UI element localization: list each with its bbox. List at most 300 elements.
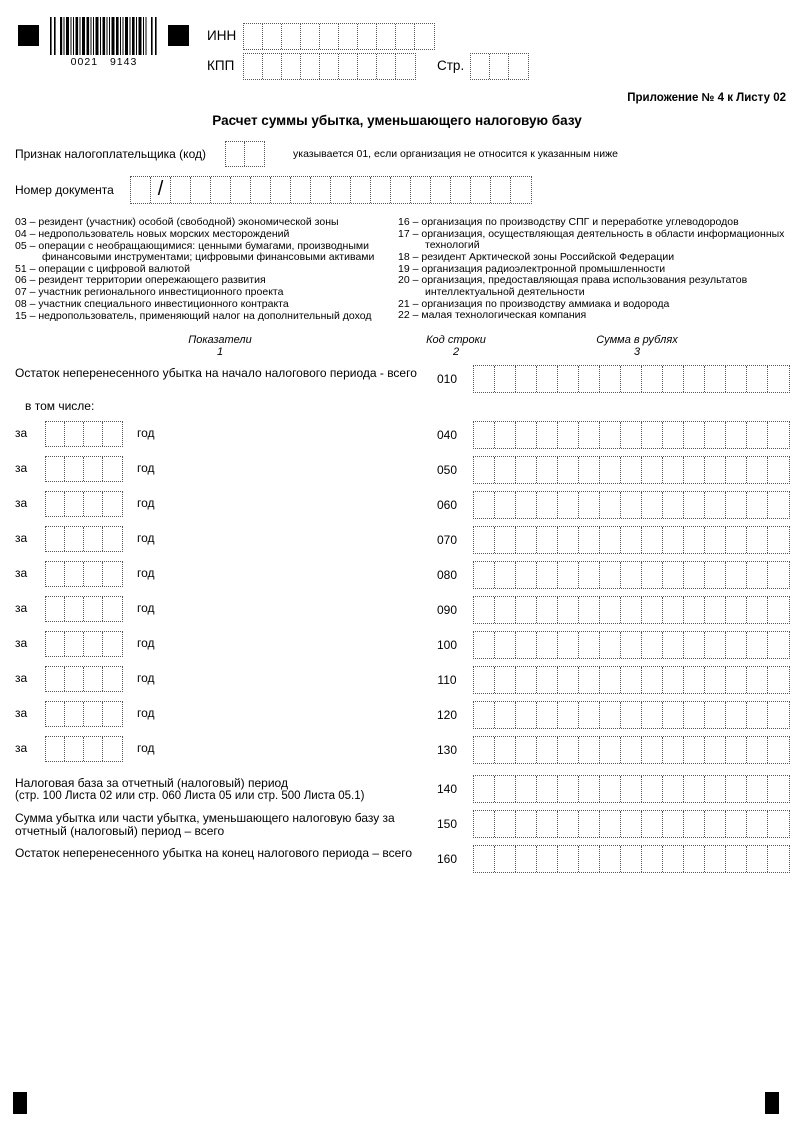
digit-cell[interactable]	[747, 492, 768, 518]
digit-cell[interactable]	[600, 776, 621, 802]
digit-cell[interactable]	[642, 776, 663, 802]
year-field[interactable]	[45, 421, 123, 447]
digit-cell[interactable]	[474, 811, 495, 837]
digit-cell[interactable]	[431, 177, 451, 203]
digit-cell[interactable]	[396, 54, 415, 79]
digit-cell[interactable]	[415, 24, 434, 49]
digit-cell[interactable]	[600, 422, 621, 448]
digit-cell[interactable]	[301, 24, 320, 49]
digit-cell[interactable]	[768, 846, 789, 872]
digit-cell[interactable]	[747, 527, 768, 553]
digit-cell[interactable]	[621, 527, 642, 553]
digit-cell[interactable]	[131, 177, 151, 203]
digit-cell[interactable]	[65, 562, 84, 586]
digit-cell[interactable]	[65, 597, 84, 621]
digit-cell[interactable]	[537, 597, 558, 623]
digit-cell[interactable]	[474, 846, 495, 872]
digit-cell[interactable]	[516, 527, 537, 553]
digit-cell[interactable]	[537, 457, 558, 483]
digit-cell[interactable]	[600, 597, 621, 623]
digit-cell[interactable]	[537, 737, 558, 763]
digit-cell[interactable]	[558, 737, 579, 763]
digit-cell[interactable]	[377, 54, 396, 79]
digit-cell[interactable]	[684, 562, 705, 588]
digit-cell[interactable]	[558, 457, 579, 483]
digit-cell[interactable]	[600, 667, 621, 693]
digit-cell[interactable]	[663, 776, 684, 802]
digit-cell[interactable]	[516, 776, 537, 802]
digit-cell[interactable]	[747, 846, 768, 872]
digit-cell[interactable]	[768, 597, 789, 623]
amount-field[interactable]	[473, 631, 790, 659]
digit-cell[interactable]	[747, 457, 768, 483]
digit-cell[interactable]	[396, 24, 415, 49]
digit-cell[interactable]	[339, 54, 358, 79]
digit-cell[interactable]	[291, 177, 311, 203]
digit-cell[interactable]	[621, 597, 642, 623]
digit-cell[interactable]	[171, 177, 191, 203]
digit-cell[interactable]	[451, 177, 471, 203]
digit-cell[interactable]	[516, 492, 537, 518]
digit-cell[interactable]	[642, 527, 663, 553]
digit-cell[interactable]	[705, 667, 726, 693]
digit-cell[interactable]	[621, 667, 642, 693]
digit-cell[interactable]	[211, 177, 231, 203]
digit-cell[interactable]	[663, 702, 684, 728]
digit-cell[interactable]	[537, 366, 558, 392]
digit-cell[interactable]	[358, 24, 377, 49]
digit-cell[interactable]	[65, 457, 84, 481]
digit-cell[interactable]	[768, 366, 789, 392]
digit-cell[interactable]	[579, 632, 600, 658]
digit-cell[interactable]	[684, 811, 705, 837]
digit-cell[interactable]	[103, 737, 122, 761]
digit-cell[interactable]	[516, 597, 537, 623]
digit-cell[interactable]	[621, 737, 642, 763]
digit-cell[interactable]	[537, 702, 558, 728]
digit-cell[interactable]	[46, 457, 65, 481]
digit-cell[interactable]	[474, 422, 495, 448]
digit-cell[interactable]	[768, 457, 789, 483]
digit-cell[interactable]	[705, 422, 726, 448]
digit-cell[interactable]	[558, 422, 579, 448]
digit-cell[interactable]	[747, 597, 768, 623]
digit-cell[interactable]	[684, 667, 705, 693]
digit-cell[interactable]	[65, 527, 84, 551]
digit-cell[interactable]	[244, 54, 263, 79]
page-number-field[interactable]	[470, 53, 529, 80]
digit-cell[interactable]	[726, 702, 747, 728]
digit-cell[interactable]	[663, 562, 684, 588]
digit-cell[interactable]	[84, 597, 103, 621]
digit-cell[interactable]	[46, 562, 65, 586]
digit-cell[interactable]	[579, 737, 600, 763]
digit-cell[interactable]	[642, 702, 663, 728]
digit-cell[interactable]	[103, 562, 122, 586]
digit-cell[interactable]	[537, 811, 558, 837]
digit-cell[interactable]	[558, 702, 579, 728]
digit-cell[interactable]	[726, 527, 747, 553]
digit-cell[interactable]	[642, 422, 663, 448]
digit-cell[interactable]	[537, 667, 558, 693]
digit-cell[interactable]	[579, 702, 600, 728]
digit-cell[interactable]	[311, 177, 331, 203]
digit-cell[interactable]	[579, 811, 600, 837]
digit-cell[interactable]	[231, 177, 251, 203]
digit-cell[interactable]	[474, 366, 495, 392]
digit-cell[interactable]	[103, 457, 122, 481]
digit-cell[interactable]	[474, 776, 495, 802]
digit-cell[interactable]	[516, 702, 537, 728]
digit-cell[interactable]	[705, 811, 726, 837]
digit-cell[interactable]	[768, 737, 789, 763]
digit-cell[interactable]	[474, 737, 495, 763]
digit-cell[interactable]	[579, 846, 600, 872]
digit-cell[interactable]	[495, 597, 516, 623]
digit-cell[interactable]	[46, 422, 65, 446]
digit-cell[interactable]	[84, 422, 103, 446]
digit-cell[interactable]	[663, 737, 684, 763]
digit-cell[interactable]	[684, 457, 705, 483]
digit-cell[interactable]	[537, 527, 558, 553]
digit-cell[interactable]	[495, 702, 516, 728]
digit-cell[interactable]	[726, 422, 747, 448]
digit-cell[interactable]	[537, 776, 558, 802]
digit-cell[interactable]	[621, 422, 642, 448]
digit-cell[interactable]	[642, 846, 663, 872]
amount-field[interactable]	[473, 736, 790, 764]
digit-cell[interactable]	[358, 54, 377, 79]
digit-cell[interactable]	[391, 177, 411, 203]
digit-cell[interactable]	[684, 597, 705, 623]
digit-cell[interactable]	[705, 597, 726, 623]
digit-cell[interactable]	[726, 846, 747, 872]
digit-cell[interactable]	[495, 492, 516, 518]
digit-cell[interactable]	[495, 776, 516, 802]
digit-cell[interactable]	[684, 492, 705, 518]
digit-cell[interactable]	[768, 527, 789, 553]
digit-cell[interactable]	[684, 366, 705, 392]
digit-cell[interactable]	[46, 527, 65, 551]
digit-cell[interactable]	[244, 24, 263, 49]
digit-cell[interactable]	[600, 632, 621, 658]
year-field[interactable]	[45, 456, 123, 482]
digit-cell[interactable]	[351, 177, 371, 203]
digit-cell[interactable]	[226, 142, 245, 166]
digit-cell[interactable]	[705, 632, 726, 658]
digit-cell[interactable]	[747, 422, 768, 448]
digit-cell[interactable]	[495, 366, 516, 392]
digit-cell[interactable]	[726, 492, 747, 518]
digit-cell[interactable]	[768, 702, 789, 728]
digit-cell[interactable]	[663, 492, 684, 518]
digit-cell[interactable]	[251, 177, 271, 203]
digit-cell[interactable]	[46, 632, 65, 656]
digit-cell[interactable]	[84, 527, 103, 551]
digit-cell[interactable]	[642, 811, 663, 837]
digit-cell[interactable]	[705, 846, 726, 872]
digit-cell[interactable]	[474, 457, 495, 483]
digit-cell[interactable]	[558, 846, 579, 872]
digit-cell[interactable]	[558, 667, 579, 693]
digit-cell[interactable]	[46, 702, 65, 726]
digit-cell[interactable]	[103, 527, 122, 551]
digit-cell[interactable]	[684, 632, 705, 658]
digit-cell[interactable]	[516, 457, 537, 483]
digit-cell[interactable]	[663, 527, 684, 553]
digit-cell[interactable]	[579, 562, 600, 588]
digit-cell[interactable]	[663, 811, 684, 837]
digit-cell[interactable]	[684, 776, 705, 802]
digit-cell[interactable]	[726, 776, 747, 802]
digit-cell[interactable]	[516, 422, 537, 448]
amount-field[interactable]	[473, 701, 790, 729]
digit-cell[interactable]	[726, 667, 747, 693]
amount-field[interactable]	[473, 526, 790, 554]
digit-cell[interactable]	[558, 366, 579, 392]
digit-cell[interactable]	[191, 177, 211, 203]
digit-cell[interactable]	[46, 737, 65, 761]
digit-cell[interactable]	[705, 562, 726, 588]
digit-cell[interactable]	[377, 24, 396, 49]
digit-cell[interactable]	[516, 667, 537, 693]
digit-cell[interactable]	[747, 667, 768, 693]
digit-cell[interactable]	[474, 562, 495, 588]
digit-cell[interactable]	[516, 846, 537, 872]
digit-cell[interactable]	[663, 846, 684, 872]
digit-cell[interactable]	[282, 54, 301, 79]
digit-cell[interactable]	[642, 667, 663, 693]
digit-cell[interactable]	[726, 366, 747, 392]
year-field[interactable]	[45, 631, 123, 657]
digit-cell[interactable]	[471, 54, 490, 79]
digit-cell[interactable]	[621, 846, 642, 872]
digit-cell[interactable]	[331, 177, 351, 203]
digit-cell[interactable]	[558, 632, 579, 658]
digit-cell[interactable]	[621, 366, 642, 392]
digit-cell[interactable]	[320, 54, 339, 79]
digit-cell[interactable]	[726, 457, 747, 483]
digit-cell[interactable]	[516, 632, 537, 658]
digit-cell[interactable]	[84, 562, 103, 586]
digit-cell[interactable]	[495, 811, 516, 837]
digit-cell[interactable]	[558, 562, 579, 588]
digit-cell[interactable]	[495, 632, 516, 658]
digit-cell[interactable]	[271, 177, 291, 203]
digit-cell[interactable]	[579, 527, 600, 553]
digit-cell[interactable]	[621, 492, 642, 518]
digit-cell[interactable]	[642, 457, 663, 483]
digit-cell[interactable]	[642, 562, 663, 588]
digit-cell[interactable]	[579, 457, 600, 483]
digit-cell[interactable]	[474, 527, 495, 553]
year-field[interactable]	[45, 736, 123, 762]
digit-cell[interactable]	[705, 366, 726, 392]
digit-cell[interactable]	[663, 597, 684, 623]
digit-cell[interactable]	[65, 667, 84, 691]
digit-cell[interactable]	[747, 776, 768, 802]
digit-cell[interactable]	[495, 667, 516, 693]
digit-cell[interactable]	[663, 632, 684, 658]
inn-field[interactable]	[243, 23, 435, 50]
digit-cell[interactable]	[747, 811, 768, 837]
digit-cell[interactable]	[46, 492, 65, 516]
digit-cell[interactable]	[103, 492, 122, 516]
digit-cell[interactable]	[537, 846, 558, 872]
digit-cell[interactable]	[84, 632, 103, 656]
digit-cell[interactable]	[65, 492, 84, 516]
digit-cell[interactable]	[621, 702, 642, 728]
digit-cell[interactable]	[705, 492, 726, 518]
digit-cell[interactable]	[642, 737, 663, 763]
digit-cell[interactable]	[84, 457, 103, 481]
amount-field[interactable]	[473, 775, 790, 803]
digit-cell[interactable]	[495, 527, 516, 553]
digit-cell[interactable]	[411, 177, 431, 203]
digit-cell[interactable]	[768, 562, 789, 588]
digit-cell[interactable]	[663, 667, 684, 693]
digit-cell[interactable]	[726, 737, 747, 763]
digit-cell[interactable]	[621, 632, 642, 658]
digit-cell[interactable]	[516, 811, 537, 837]
digit-cell[interactable]	[495, 457, 516, 483]
digit-cell[interactable]	[600, 492, 621, 518]
digit-cell[interactable]	[726, 562, 747, 588]
digit-cell[interactable]	[103, 702, 122, 726]
digit-cell[interactable]	[495, 562, 516, 588]
digit-cell[interactable]	[474, 632, 495, 658]
digit-cell[interactable]	[621, 811, 642, 837]
year-field[interactable]	[45, 561, 123, 587]
digit-cell[interactable]	[471, 177, 491, 203]
digit-cell[interactable]	[263, 54, 282, 79]
digit-cell[interactable]	[684, 527, 705, 553]
year-field[interactable]	[45, 491, 123, 517]
digit-cell[interactable]	[537, 492, 558, 518]
digit-cell[interactable]	[558, 776, 579, 802]
digit-cell[interactable]	[495, 737, 516, 763]
digit-cell[interactable]	[642, 632, 663, 658]
amount-field[interactable]	[473, 845, 790, 873]
digit-cell[interactable]	[65, 737, 84, 761]
digit-cell[interactable]	[600, 702, 621, 728]
digit-cell[interactable]	[642, 366, 663, 392]
digit-cell[interactable]	[621, 562, 642, 588]
digit-cell[interactable]	[516, 366, 537, 392]
digit-cell[interactable]	[768, 667, 789, 693]
digit-cell[interactable]	[474, 492, 495, 518]
digit-cell[interactable]	[579, 597, 600, 623]
document-number-field[interactable]	[130, 176, 532, 204]
digit-cell[interactable]	[600, 737, 621, 763]
digit-cell[interactable]	[600, 562, 621, 588]
digit-cell[interactable]	[600, 811, 621, 837]
digit-cell[interactable]	[747, 562, 768, 588]
digit-cell[interactable]	[579, 667, 600, 693]
amount-field[interactable]	[473, 456, 790, 484]
amount-field[interactable]	[473, 810, 790, 838]
digit-cell[interactable]	[46, 597, 65, 621]
digit-cell[interactable]	[320, 24, 339, 49]
digit-cell[interactable]	[726, 632, 747, 658]
digit-cell[interactable]	[747, 737, 768, 763]
digit-cell[interactable]	[282, 24, 301, 49]
amount-field[interactable]	[473, 666, 790, 694]
digit-cell[interactable]	[46, 667, 65, 691]
digit-cell[interactable]	[705, 527, 726, 553]
amount-field[interactable]	[473, 561, 790, 589]
taxpayer-code-field[interactable]	[225, 141, 265, 167]
digit-cell[interactable]	[768, 632, 789, 658]
digit-cell[interactable]	[84, 737, 103, 761]
digit-cell[interactable]	[84, 667, 103, 691]
digit-cell[interactable]	[600, 457, 621, 483]
digit-cell[interactable]	[705, 776, 726, 802]
amount-field[interactable]	[473, 596, 790, 624]
digit-cell[interactable]	[371, 177, 391, 203]
digit-cell[interactable]	[747, 702, 768, 728]
digit-cell[interactable]	[491, 177, 511, 203]
year-field[interactable]	[45, 666, 123, 692]
digit-cell[interactable]	[474, 597, 495, 623]
digit-cell[interactable]	[495, 422, 516, 448]
digit-cell[interactable]	[103, 597, 122, 621]
digit-cell[interactable]	[768, 422, 789, 448]
digit-cell[interactable]	[65, 702, 84, 726]
digit-cell[interactable]	[726, 811, 747, 837]
digit-cell[interactable]	[245, 142, 264, 166]
digit-cell[interactable]	[579, 492, 600, 518]
digit-cell[interactable]	[490, 54, 509, 79]
digit-cell[interactable]	[537, 632, 558, 658]
kpp-field[interactable]	[243, 53, 416, 80]
year-field[interactable]	[45, 526, 123, 552]
digit-cell[interactable]	[726, 597, 747, 623]
digit-cell[interactable]	[339, 24, 358, 49]
digit-cell[interactable]	[558, 597, 579, 623]
digit-cell[interactable]	[642, 597, 663, 623]
digit-cell[interactable]	[537, 422, 558, 448]
digit-cell[interactable]	[474, 667, 495, 693]
digit-cell[interactable]	[558, 811, 579, 837]
amount-field[interactable]	[473, 491, 790, 519]
digit-cell[interactable]	[621, 776, 642, 802]
digit-cell[interactable]	[65, 422, 84, 446]
digit-cell[interactable]	[684, 422, 705, 448]
digit-cell[interactable]	[600, 846, 621, 872]
digit-cell[interactable]	[768, 776, 789, 802]
digit-cell[interactable]	[663, 366, 684, 392]
digit-cell[interactable]	[663, 457, 684, 483]
digit-cell[interactable]	[621, 457, 642, 483]
digit-cell[interactable]	[537, 562, 558, 588]
digit-cell[interactable]	[579, 776, 600, 802]
digit-cell[interactable]	[103, 632, 122, 656]
digit-cell[interactable]	[516, 562, 537, 588]
digit-cell[interactable]	[301, 54, 320, 79]
digit-cell[interactable]	[65, 632, 84, 656]
digit-cell[interactable]	[103, 422, 122, 446]
digit-cell[interactable]	[705, 737, 726, 763]
digit-cell[interactable]	[474, 702, 495, 728]
digit-cell[interactable]	[684, 702, 705, 728]
digit-cell[interactable]	[84, 702, 103, 726]
amount-field[interactable]	[473, 365, 790, 393]
digit-cell[interactable]	[509, 54, 528, 79]
digit-cell[interactable]	[558, 527, 579, 553]
digit-cell[interactable]	[84, 492, 103, 516]
digit-cell[interactable]	[684, 846, 705, 872]
